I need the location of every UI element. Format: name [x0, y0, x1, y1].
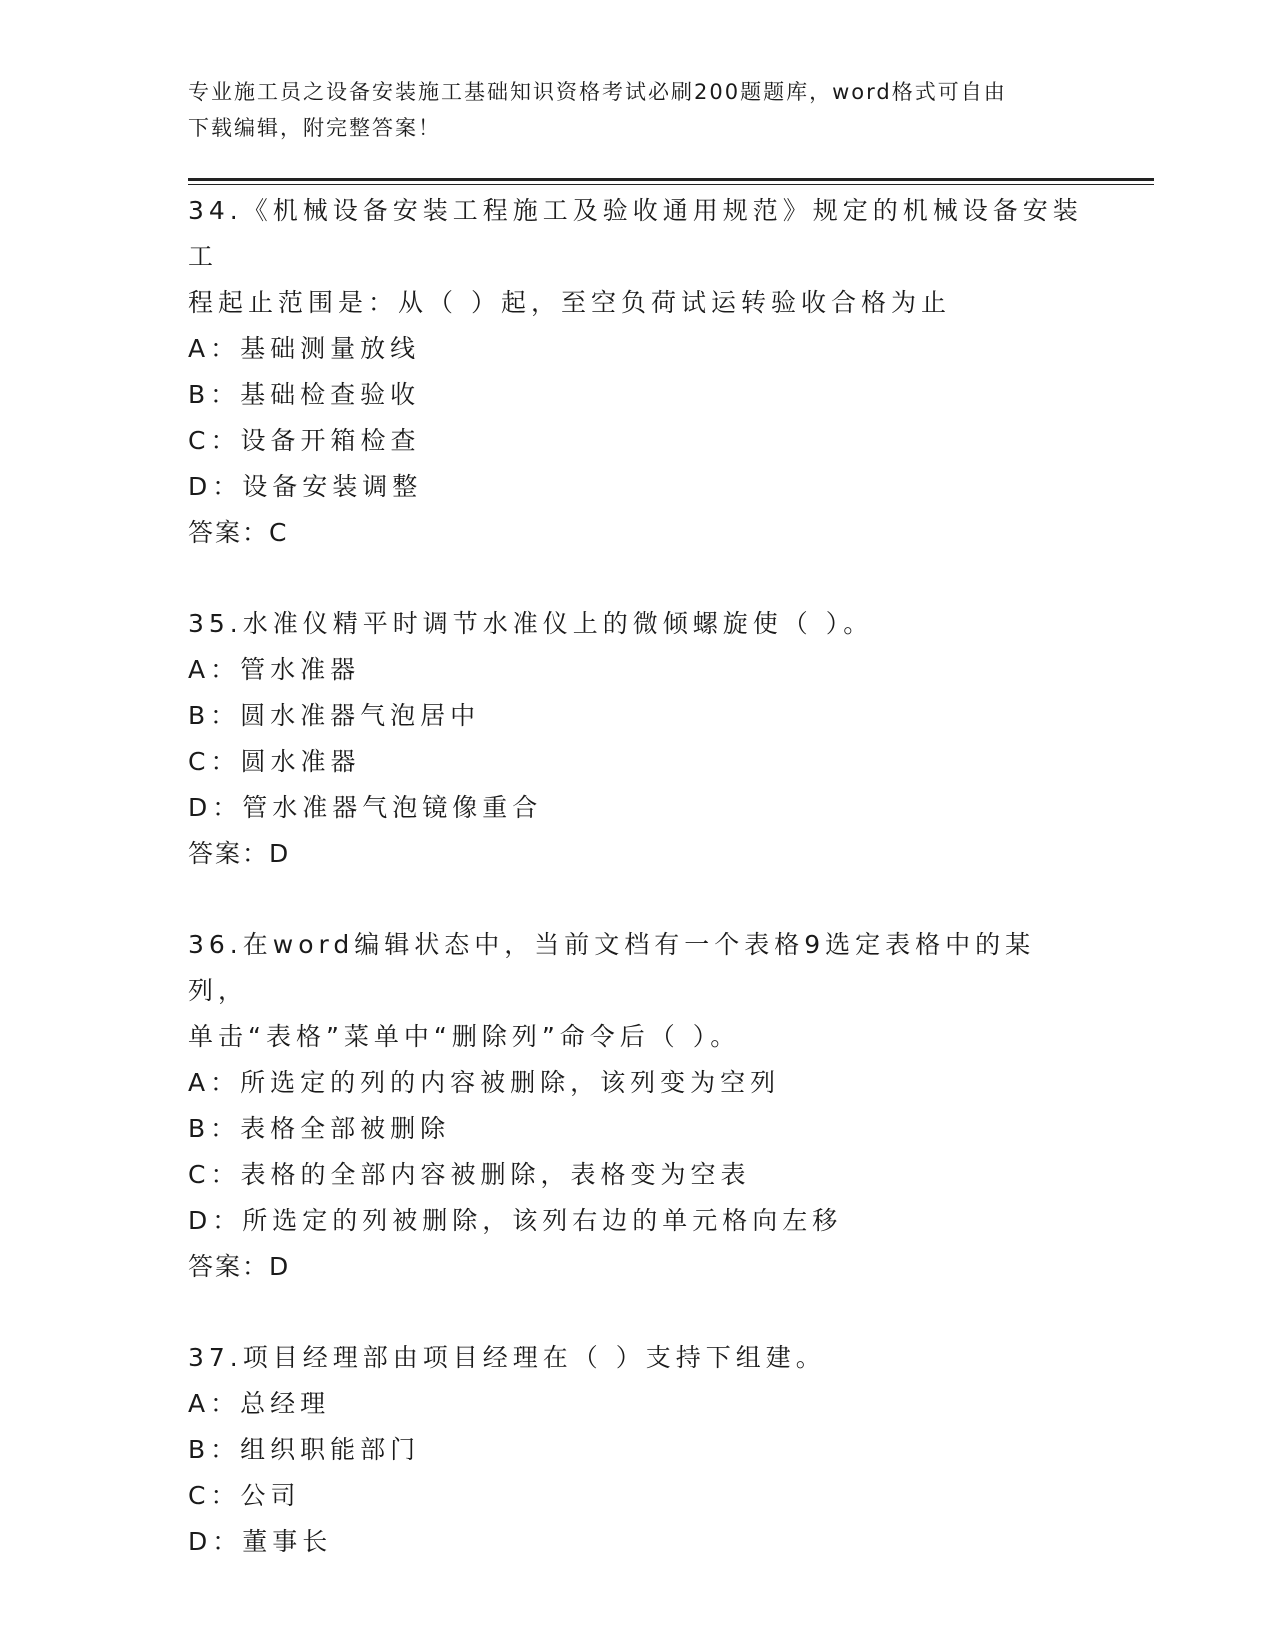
question-list [188, 188, 1088, 1565]
spacer [188, 556, 1088, 601]
option-a: A：所选定的列的内容被删除，该列变为空列 [188, 1068, 781, 1097]
document-header [188, 74, 1088, 146]
spacer [188, 877, 1088, 922]
option-a: A：管水准器 [188, 655, 361, 684]
option-c: C：表格的全部内容被删除，表格变为空表 [188, 1160, 751, 1189]
question-title-line: 37.项目经理部由项目经理在（ ）支持下组建。 [188, 1343, 826, 1372]
option-b: B：基础检查验收 [188, 380, 421, 409]
option-b: B：表格全部被删除 [188, 1114, 451, 1143]
option-c: C：公司 [188, 1481, 301, 1510]
option-d: D：董事长 [188, 1527, 333, 1556]
answer-line: 答案：D [188, 1252, 291, 1281]
spacer [188, 1290, 1088, 1335]
question-35 [188, 601, 1088, 877]
option-d: D：管水准器气泡镜像重合 [188, 793, 543, 822]
header-divider-thin [188, 184, 1154, 185]
option-c: C：圆水准器 [188, 747, 361, 776]
option-a: A：基础测量放线 [188, 334, 421, 363]
question-title-line: 34.《机械设备安装工程施工及验收通用规范》规定的机械设备安装工 [188, 196, 1083, 271]
question-title-line: 单击“表格”菜单中“删除列”命令后（ ）。 [188, 1022, 741, 1051]
option-a: A：总经理 [188, 1389, 331, 1418]
header-line-2: 下载编辑，附完整答案！ [188, 116, 441, 140]
question-title-line: 35.水准仪精平时调节水准仪上的微倾螺旋使（ ）。 [188, 609, 874, 638]
header-divider-thick [188, 178, 1154, 181]
option-d: D：所选定的列被删除，该列右边的单元格向左移 [188, 1206, 843, 1235]
header-line-1: 专业施工员之设备安装施工基础知识资格考试必刷200题题库，word格式可自由 [188, 80, 1007, 104]
question-37 [188, 1335, 1088, 1565]
question-36 [188, 922, 1088, 1290]
question-34 [188, 188, 1088, 556]
answer-line: 答案：C [188, 518, 289, 547]
answer-line: 答案：D [188, 839, 291, 868]
question-title-line: 程起止范围是：从（ ）起，至空负荷试运转验收合格为止 [188, 288, 951, 317]
question-title-line: 36.在word编辑状态中，当前文档有一个表格9选定表格中的某列， [188, 930, 1036, 1005]
option-b: B：组织职能部门 [188, 1435, 421, 1464]
option-d: D：设备安装调整 [188, 472, 423, 501]
option-b: B：圆水准器气泡居中 [188, 701, 481, 730]
option-c: C：设备开箱检查 [188, 426, 421, 455]
